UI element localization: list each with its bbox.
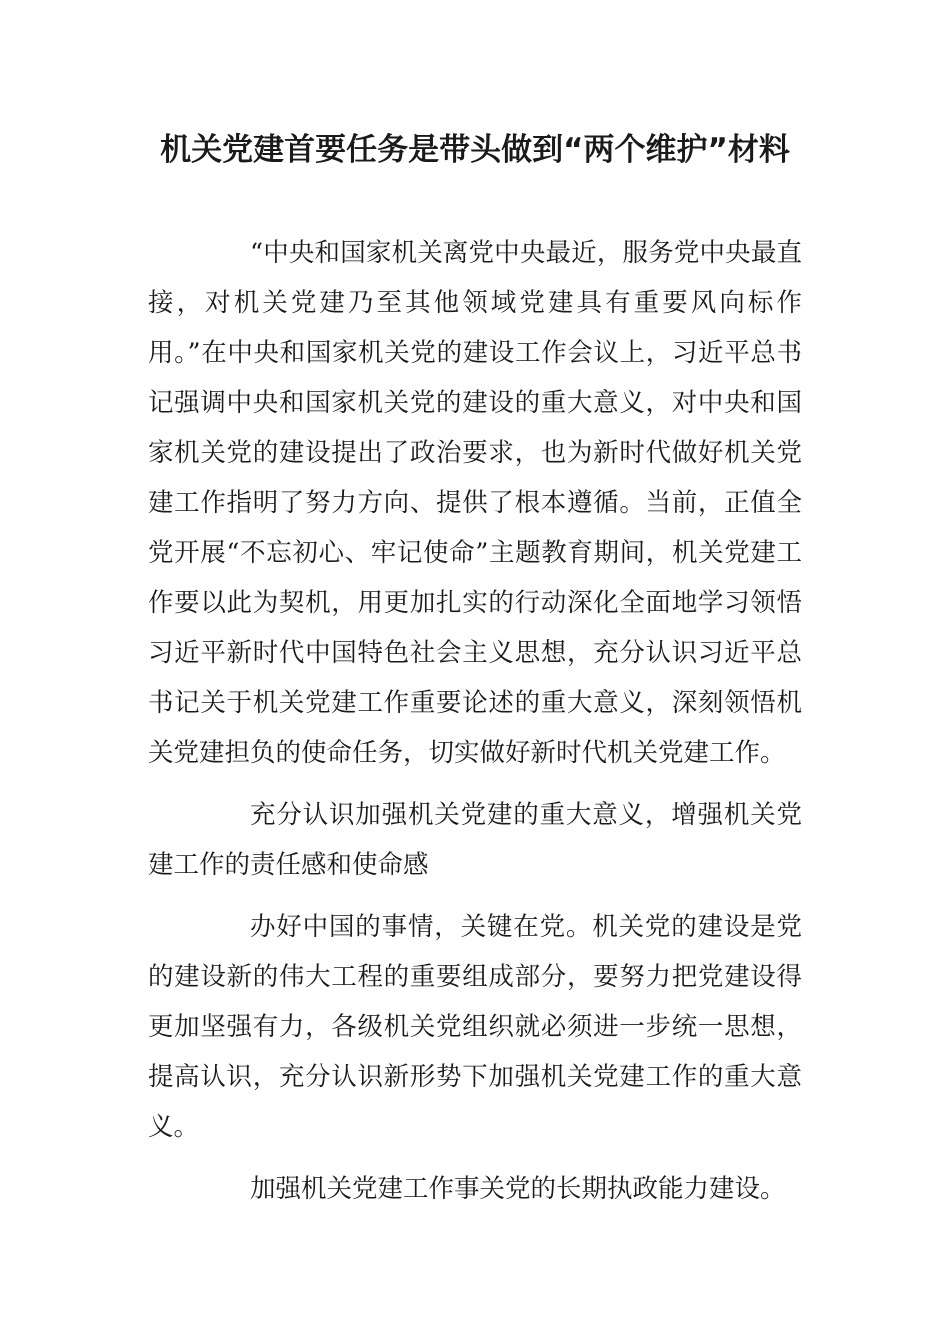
document-title: 机关党建首要任务是带头做到“两个维护”材料 (160, 132, 790, 168)
document-body (148, 228, 802, 1214)
paragraph-key-party: 办好中国的事情，关键在党。机关党的建设是党的建设新的伟大工程的重要组成部分，要努力把党建设得更加坚强有力，各级机关党组织就必须进一步统一思想，提高认识，充分认识新形势下加强机关党建工作的重大意义。 (148, 912, 802, 1142)
section-heading: 充分认识加强机关党建的重大意义，增强机关党建工作的责任感和使命感 (148, 800, 802, 880)
paragraph-intro: “中央和国家机关离党中央最近，服务党中央最直接，对机关党建乃至其他领域党建具有重要风向标作用。”在中央和国家机关党的建设工作会议上，习近平总书记强调中央和国家机关党的建设的重大意义，对中央和国家机关党的建设提出了政治要求，也为新时代做好机关党建工作指明了努力方向、提供了根本遵循。当前，正值全党开展“不忘初心、牢记使命”主题教育期间，机关党建工作要以此为契机，用更加扎实的行动深化全面地学习领悟习近平新时代中国特色社会主义思想，充分认识习近平总书记关于机关党建工作重要论述的重大意义，深刻领悟机关党建担负的使命任务，切实做好新时代机关党建工作。 (148, 238, 802, 768)
paragraph-governance: 加强机关党建工作事关党的长期执政能力建设。 (250, 1174, 786, 1204)
